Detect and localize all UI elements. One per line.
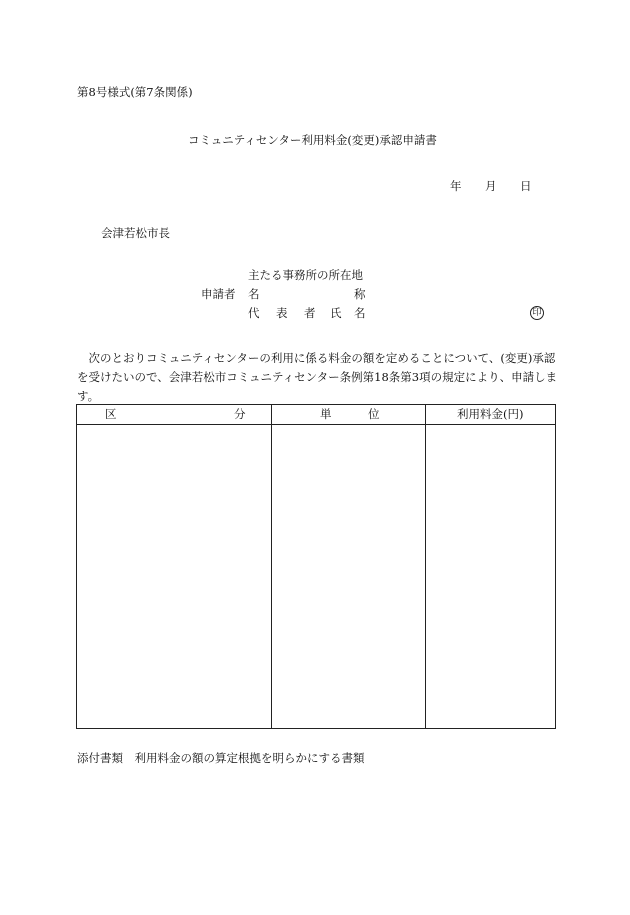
header-category-1: 区 (105, 407, 117, 421)
rep-char-3: 者 (304, 306, 316, 320)
applicant-address-label: 主たる事務所の所在地 (248, 268, 363, 282)
form-number: 第8号様式(第7条関係) (77, 85, 193, 99)
rep-char-1: 代 (248, 306, 260, 320)
body-paragraph: 次のとおりコミュニティセンターの利用に係る料金の額を定めることについて、(変更)承認を受けたいので、会津若松市コミュニティセンター条例第18条第3項の規定により、申請します。 (77, 351, 558, 403)
applicant-name-label-2: 称 (354, 287, 366, 301)
header-divider (77, 424, 555, 425)
header-unit-1: 単 (320, 407, 332, 421)
header-category-2: 分 (234, 407, 246, 421)
header-fee: 利用料金(円) (457, 407, 524, 421)
date-day: 日 (520, 179, 532, 193)
column-divider-1 (271, 405, 272, 728)
applicant-name-label-1: 名 (248, 287, 260, 301)
date-month: 月 (485, 179, 497, 193)
document-title: コミュニティセンター利用料金(変更)承認申請書 (188, 133, 437, 147)
rep-char-2: 表 (276, 306, 288, 320)
header-unit-2: 位 (368, 407, 380, 421)
fee-table (76, 404, 556, 729)
applicant-label: 申請者 (201, 287, 236, 301)
seal-mark: 印 (530, 306, 544, 320)
attachment-note: 添付書類 利用料金の額の算定根拠を明らかにする書類 (77, 751, 365, 765)
rep-char-4: 氏 (330, 306, 342, 320)
column-divider-2 (425, 405, 426, 728)
rep-char-5: 名 (354, 306, 366, 320)
addressee: 会津若松市長 (101, 226, 170, 240)
date-year: 年 (450, 179, 462, 193)
